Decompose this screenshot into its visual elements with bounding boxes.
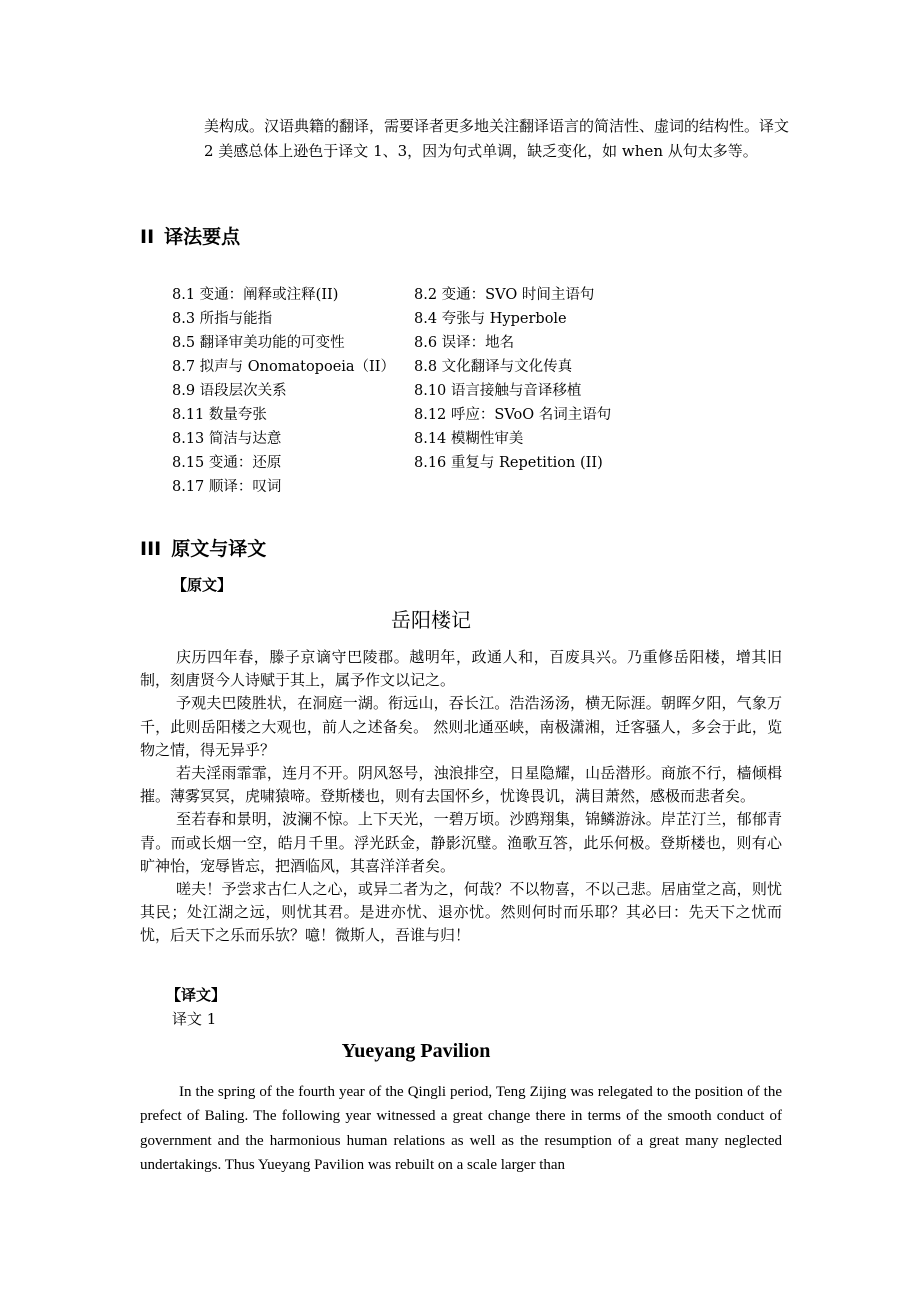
intro-block bbox=[204, 114, 794, 164]
point-left: 8.13 简洁与达意 bbox=[172, 431, 282, 447]
translation-points-list bbox=[172, 283, 611, 499]
list-item bbox=[172, 475, 611, 499]
translation-paragraph: In the spring of the fourth year of the Qingli period, Teng Zijing was relegated to the position of the prefect of Baling. The following year witnessed a great change there in terms of the smooth conduct of government and the harmonious human relations as well as the resumption of a great many neglected undertakings. Thus Yueyang Pavilion was rebuilt on a scale larger than bbox=[140, 1084, 782, 1173]
point-right: 8.2 变通：SVO 时间主语句 bbox=[414, 287, 595, 303]
list-item bbox=[172, 379, 611, 403]
list-item bbox=[172, 307, 611, 331]
point-left: 8.7 拟声与 Onomatopoeia（II） bbox=[172, 359, 396, 375]
section-heading-texts bbox=[140, 534, 266, 561]
translation-sublabel: 译文 1 bbox=[172, 1010, 217, 1028]
point-right: 8.14 模糊性审美 bbox=[414, 431, 524, 447]
list-item bbox=[172, 283, 611, 307]
point-right: 8.8 文化翻译与文化传真 bbox=[414, 359, 573, 375]
section-title: 原文与译文 bbox=[171, 538, 267, 560]
point-left: 8.11 数量夸张 bbox=[172, 407, 267, 423]
original-paragraph: 予观夫巴陵胜状，在洞庭一湖。衔远山，吞长江。浩浩汤汤，横无际涯。朝晖夕阳，气象万千，此则岳阳楼之大观也，前人之述备矣。 然则北通巫峡，南极潇湘，迁客骚人，多会于此，览物之情，得无异乎？ bbox=[140, 694, 782, 759]
intro-paragraph: 美构成。汉语典籍的翻译，需要译者更多地关注翻译语言的简洁性、虚词的结构性。译文 2 美感总体上逊色于译文 1、3，因为句式单调，缺乏变化，如 when 从句太多等。 bbox=[204, 117, 790, 160]
original-text bbox=[140, 646, 782, 948]
section-number: III bbox=[140, 538, 162, 560]
list-item bbox=[172, 355, 611, 379]
point-right: 8.16 重复与 Repetition (II) bbox=[414, 455, 603, 471]
original-paragraph: 至若春和景明，波澜不惊。上下天光，一碧万顷。沙鸥翔集，锦鳞游泳。岸芷汀兰，郁郁青青。而或长烟一空，皓月千里。浮光跃金，静影沉璧。渔歌互答，此乐何极。登斯楼也，则有心旷神怡，宠辱皆忘，把酒临风，其喜洋洋者矣。 bbox=[140, 810, 782, 875]
translation-text bbox=[140, 1080, 782, 1177]
point-left: 8.17 顺译：叹词 bbox=[172, 479, 282, 495]
point-right: 8.10 语言接触与音译移植 bbox=[414, 383, 582, 399]
point-left: 8.1 变通：阐释或注释(II) bbox=[172, 287, 339, 303]
translation-label: 【译文】 bbox=[166, 986, 227, 1004]
original-title: 岳阳楼记 bbox=[391, 608, 471, 632]
original-paragraph: 庆历四年春，滕子京谪守巴陵郡。越明年，政通人和，百废具兴。乃重修岳阳楼，增其旧制，刻唐贤今人诗赋于其上，属予作文以记之。 bbox=[140, 648, 782, 690]
list-item bbox=[172, 331, 611, 355]
section-number: II bbox=[140, 226, 155, 248]
list-item bbox=[172, 427, 611, 451]
original-paragraph: 嗟夫！予尝求古仁人之心，或异二者为之，何哉？不以物喜，不以己悲。居庙堂之高，则忧其民；处江湖之远，则忧其君。是进亦忧、退亦忧。然则何时而乐耶？其必曰：先天下之忧而忧，后天下之乐而乐欤？噫！微斯人，吾谁与归！ bbox=[140, 880, 782, 945]
point-right: 8.4 夸张与 Hyperbole bbox=[414, 311, 567, 327]
point-left: 8.9 语段层次关系 bbox=[172, 383, 287, 399]
point-right: 8.6 误译：地名 bbox=[414, 335, 515, 351]
list-item bbox=[172, 451, 611, 475]
point-left: 8.5 翻译审美功能的可变性 bbox=[172, 335, 345, 351]
original-paragraph: 若夫淫雨霏霏，连月不开。阴风怒号，浊浪排空，日星隐耀，山岳潜形。商旅不行，樯倾楫摧。薄雾冥冥，虎啸猿啼。登斯楼也，则有去国怀乡，忧谗畏讥，满目萧然，感极而悲者矣。 bbox=[140, 764, 782, 806]
list-item bbox=[172, 403, 611, 427]
section-heading-methods bbox=[140, 222, 240, 249]
point-left: 8.3 所指与能指 bbox=[172, 311, 273, 327]
point-right: 8.12 呼应：SVoO 名词主语句 bbox=[414, 407, 612, 423]
section-title: 译法要点 bbox=[164, 226, 241, 248]
translation-title: Yueyang Pavilion bbox=[341, 1040, 491, 1062]
point-left: 8.15 变通：还原 bbox=[172, 455, 282, 471]
original-label: 【原文】 bbox=[172, 576, 233, 594]
